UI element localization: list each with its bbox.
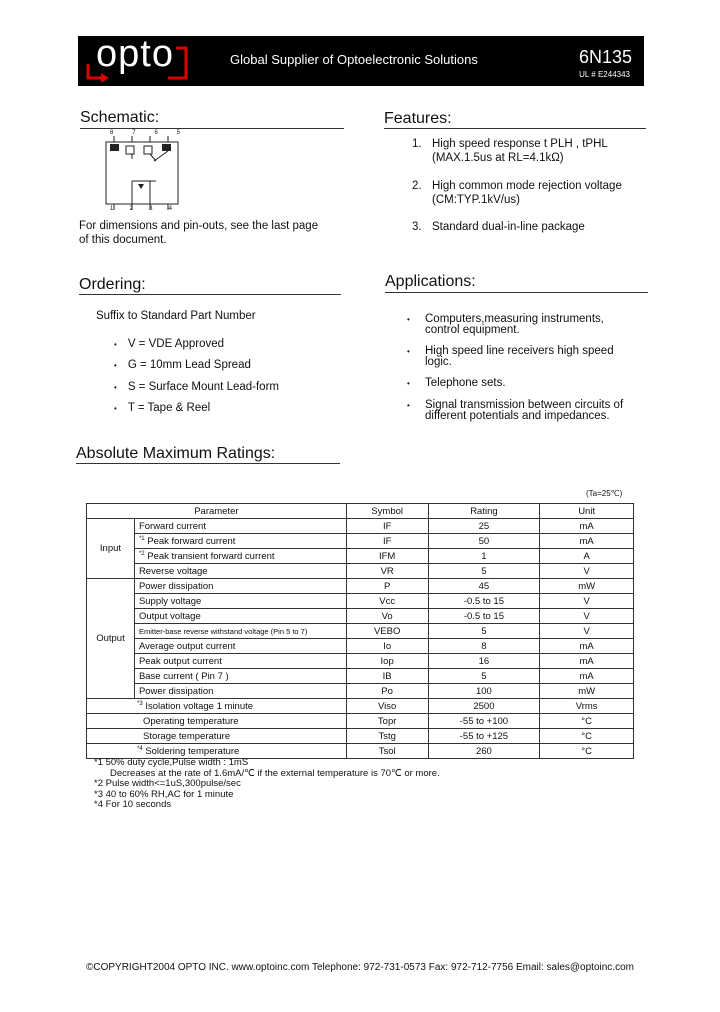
symbol-cell: Vcc xyxy=(346,594,428,609)
param-cell: Forward current xyxy=(134,519,346,534)
table-row xyxy=(87,534,634,549)
group-output: Output xyxy=(87,579,135,699)
pin-label: 5 xyxy=(176,130,180,136)
unit-cell: °C xyxy=(540,729,634,744)
group-input: Input xyxy=(87,519,135,579)
schematic-note: For dimensions and pin-outs, see the last page of this document. xyxy=(79,220,319,246)
param-cell: Storage temperature xyxy=(87,729,347,744)
unit-cell: V xyxy=(540,564,634,579)
symbol-cell: Vo xyxy=(346,609,428,624)
unit-cell: °C xyxy=(540,714,634,729)
param-cell: Reverse voltage xyxy=(134,564,346,579)
application-line: Computers,measuring instruments, xyxy=(425,313,604,325)
rating-cell: 8 xyxy=(428,639,540,654)
unit-cell: V xyxy=(540,594,634,609)
feature-item xyxy=(412,137,608,164)
rating-cell: 50 xyxy=(428,534,540,549)
symbol-cell: Viso xyxy=(346,699,428,714)
pin-label: 1 xyxy=(110,206,114,212)
application-line: High speed line receivers high speed xyxy=(425,345,614,357)
schematic-title: Schematic: xyxy=(80,109,160,126)
table-row xyxy=(87,519,634,534)
symbol-cell: IF xyxy=(346,534,428,549)
unit-cell: mA xyxy=(540,654,634,669)
ul-number: UL # E244343 xyxy=(579,70,630,79)
application-item xyxy=(407,377,506,390)
feature-line: (CM:TYP.1kV/us) xyxy=(432,194,520,206)
unit-cell: mA xyxy=(540,669,634,684)
rating-cell: 1 xyxy=(428,549,540,564)
pin-label: 4 xyxy=(168,206,172,212)
unit-cell: mA xyxy=(540,534,634,549)
ratings-table xyxy=(86,503,634,759)
table-row xyxy=(87,624,634,639)
features-divider xyxy=(384,128,646,129)
unit-cell: Vrms xyxy=(540,699,634,714)
application-line: Signal transmission between circuits of xyxy=(425,399,624,411)
ordering-item-label: V = VDE Approved xyxy=(127,338,225,350)
bullet-icon: • xyxy=(114,340,117,349)
feature-line: (MAX.1.5us at RL=4.1kΩ) xyxy=(432,152,564,164)
header-parameter: Parameter xyxy=(87,504,347,519)
unit-cell: mW xyxy=(540,579,634,594)
header-symbol: Symbol xyxy=(346,504,428,519)
param-cell: Power dissipation xyxy=(134,684,346,699)
rating-cell: 45 xyxy=(428,579,540,594)
param-cell: Average output current xyxy=(134,639,346,654)
feature-number: 2. xyxy=(412,180,422,192)
pin-label: 8 xyxy=(110,130,114,136)
schematic-divider xyxy=(80,128,344,129)
bullet-icon: • xyxy=(407,347,410,356)
application-line: logic. xyxy=(425,355,452,368)
pin-label: 6 xyxy=(154,130,158,136)
symbol-cell: Tstg xyxy=(346,729,428,744)
note-line: *4 For 10 seconds xyxy=(94,799,172,810)
application-item xyxy=(407,313,604,336)
param-cell: $^{*3}$ Isolation voltage 1 minute xyxy=(87,699,347,714)
param-cell: Output voltage xyxy=(134,609,346,624)
ordering-item-label: T = Tape & Reel xyxy=(127,402,211,414)
ordering-item xyxy=(114,337,224,352)
rating-cell: 5 xyxy=(428,669,540,684)
symbol-cell: VEBO xyxy=(346,624,428,639)
rating-cell: -55 to +100 xyxy=(428,714,540,729)
bottom-pin-labels xyxy=(110,206,172,212)
param-cell: Emitter-base reverse withstand voltage (Pin 5 to 7) xyxy=(134,624,346,639)
rating-cell: 5 xyxy=(428,564,540,579)
unit-cell: V xyxy=(540,609,634,624)
table-row xyxy=(87,684,634,699)
rating-cell: -55 to +125 xyxy=(428,729,540,744)
applications-title: Applications: xyxy=(385,273,476,290)
table-row xyxy=(87,564,634,579)
param-cell: Supply voltage xyxy=(134,594,346,609)
feature-item xyxy=(412,179,622,206)
unit-cell: mW xyxy=(540,684,634,699)
table-row xyxy=(87,609,634,624)
symbol-cell: IF xyxy=(346,519,428,534)
param-cell: $^{*2}$ Peak transient forward current xyxy=(134,549,346,564)
note-line: *2 Pulse width<=1uS,300pulse/sec xyxy=(94,778,241,789)
features-title: Features: xyxy=(384,110,452,127)
header-banner xyxy=(78,33,644,86)
application-line: different potentials and impedances. xyxy=(425,409,610,422)
pin-label: 2 xyxy=(129,206,133,212)
feature-number: 3. xyxy=(412,221,422,233)
table-row xyxy=(87,579,634,594)
application-item xyxy=(407,345,614,368)
ordering-item-label: G = 10mm Lead Spread xyxy=(127,359,251,371)
footer: ©COPYRIGHT2004 OPTO INC. www.optoinc.com Telephone: 972-731-0573 Fax: 972-712-7756 Email: sales@optoinc.com xyxy=(86,962,634,973)
symbol-cell: Io xyxy=(346,639,428,654)
table-row xyxy=(87,714,634,729)
table-row xyxy=(87,654,634,669)
application-line: Telephone sets. xyxy=(425,377,506,389)
table-row xyxy=(87,729,634,744)
ratings-condition: (Ta=25℃) xyxy=(586,489,623,498)
part-number: 6N135 xyxy=(578,47,632,67)
ordering-divider xyxy=(79,294,341,295)
symbol-cell: VR xyxy=(346,564,428,579)
feature-line: Standard dual-in-line package xyxy=(432,221,585,233)
symbol-cell: IFM xyxy=(346,549,428,564)
bullet-icon: • xyxy=(407,401,410,410)
feature-line: High speed response t PLH , tPHL xyxy=(432,138,608,150)
unit-cell: V xyxy=(540,624,634,639)
rating-cell: 100 xyxy=(428,684,540,699)
application-item xyxy=(407,399,624,422)
unit-cell: mA xyxy=(540,519,634,534)
param-cell: $^{*4}$ Soldering temperature xyxy=(87,744,347,759)
param-cell: Power dissipation xyxy=(134,579,346,594)
param-cell: Base current ( Pin 7 ) xyxy=(134,669,346,684)
header-rating: Rating xyxy=(428,504,540,519)
symbol-cell: Iop xyxy=(346,654,428,669)
param-cell: Operating temperature xyxy=(87,714,347,729)
symbol-cell: Tsol xyxy=(346,744,428,759)
application-line: control equipment. xyxy=(425,323,520,336)
ordering-item-label: S = Surface Mount Lead-form xyxy=(127,381,279,393)
table-row xyxy=(87,639,634,654)
logo-text: opto xyxy=(96,33,174,75)
top-pin-labels xyxy=(110,130,180,136)
table-row xyxy=(87,594,634,609)
rating-cell: -0.5 to 15 xyxy=(428,594,540,609)
rating-cell: 260 xyxy=(428,744,540,759)
applications-divider xyxy=(385,292,648,293)
note-line: Decreases at the rate of 1.6mA/℃ if the external temperature is 70℃ or more. xyxy=(110,767,440,779)
rating-cell: 25 xyxy=(428,519,540,534)
table-row xyxy=(87,549,634,564)
tagline: Global Supplier of Optoelectronic Solutions xyxy=(230,52,478,67)
pin-label: 3 xyxy=(149,206,153,212)
rating-cell: 5 xyxy=(428,624,540,639)
rating-cell: 16 xyxy=(428,654,540,669)
symbol-cell: IB xyxy=(346,669,428,684)
ratings-divider xyxy=(76,463,340,464)
symbol-cell: Topr xyxy=(346,714,428,729)
unit-cell: A xyxy=(540,549,634,564)
ordering-intro: Suffix to Standard Part Number xyxy=(96,310,256,322)
table-header-row xyxy=(87,504,634,519)
note-line: *3 40 to 60% RH,AC for 1 minute xyxy=(94,788,234,800)
ordering-title: Ordering: xyxy=(79,276,146,293)
symbol-cell: Po xyxy=(346,684,428,699)
note-line: *1 50% duty cycle,Pulse width : 1mS xyxy=(94,757,249,768)
ratings-title: Absolute Maximum Ratings: xyxy=(76,445,276,462)
table-row xyxy=(87,699,634,714)
param-cell: Peak output current xyxy=(134,654,346,669)
bullet-icon: • xyxy=(114,383,117,392)
schematic-diagram xyxy=(96,131,196,215)
table-row xyxy=(87,669,634,684)
unit-cell: mA xyxy=(540,639,634,654)
ordering-item xyxy=(114,358,251,373)
ratings-notes xyxy=(94,758,440,811)
ordering-item xyxy=(114,401,210,416)
rating-cell: 2500 xyxy=(428,699,540,714)
feature-number: 1. xyxy=(412,138,422,150)
bullet-icon: • xyxy=(114,361,117,370)
param-cell: $^{*1}$ Peak forward current xyxy=(134,534,346,549)
bullet-icon: • xyxy=(407,315,410,324)
pin-label: 7 xyxy=(132,130,136,136)
rating-cell: -0.5 to 15 xyxy=(428,609,540,624)
symbol-cell: P xyxy=(346,579,428,594)
ordering-item xyxy=(114,380,279,395)
header-unit: Unit xyxy=(540,504,634,519)
feature-line: High common mode rejection voltage xyxy=(432,180,622,192)
bullet-icon: • xyxy=(114,404,117,413)
unit-cell: °C xyxy=(540,744,634,759)
bullet-icon: • xyxy=(407,379,410,388)
feature-item xyxy=(412,220,585,234)
